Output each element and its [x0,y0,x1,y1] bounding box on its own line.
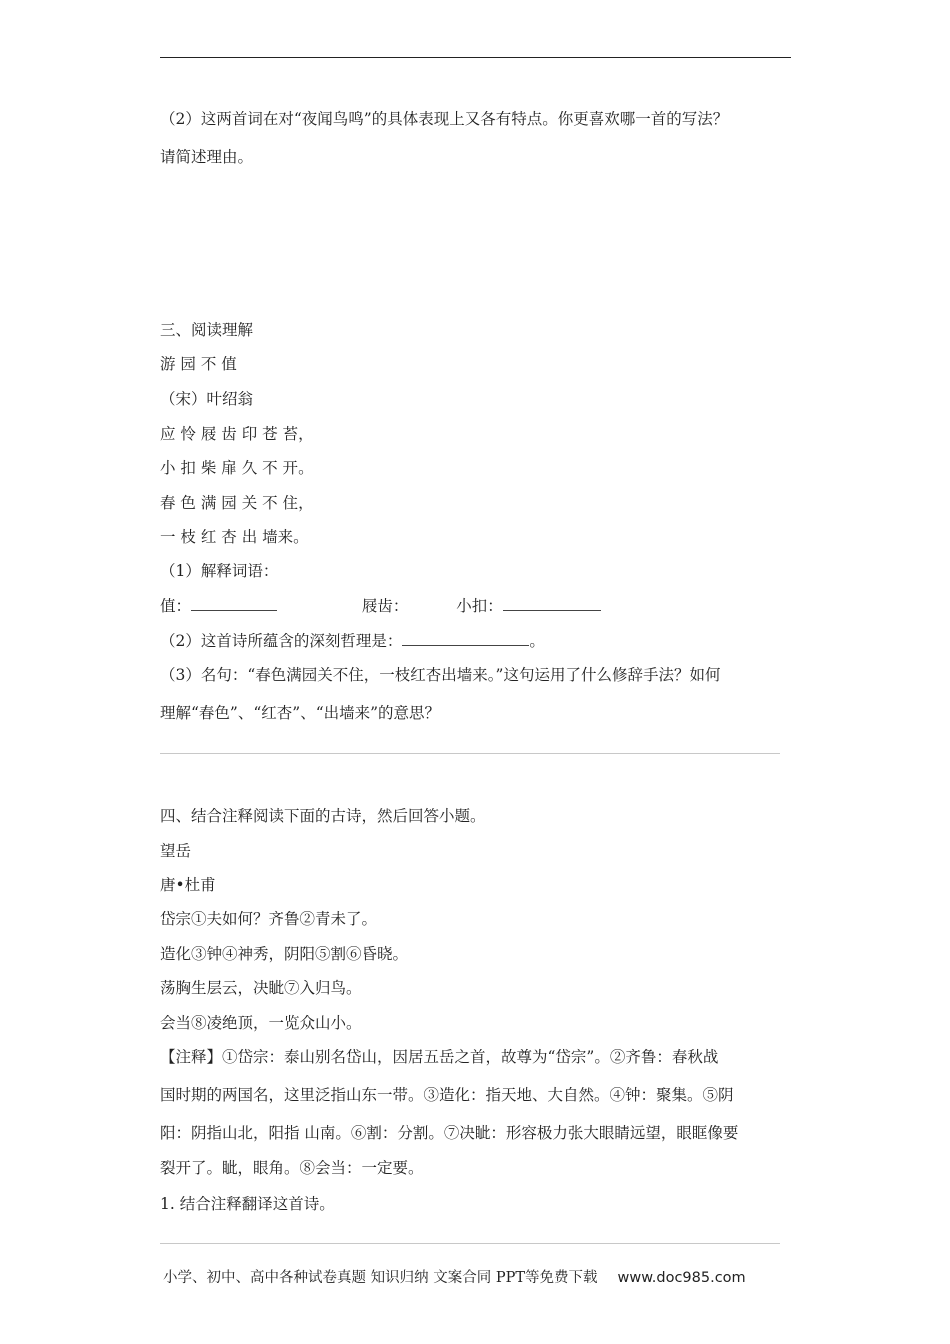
footer-text: 小学、初中、高中各种试卷真题 知识归纳 文案合同 PPT等免费下载 [163,1270,598,1286]
question-2-end: 。 [529,632,545,650]
poem-title: 游 园 不 值 [160,355,237,373]
section-4-question-1: 1. 结合注释翻译这首诗。 [160,1195,335,1213]
question-2-line-2: 请简述理由。 [160,148,254,166]
section-3-question-2 [160,631,545,651]
term-xiaokou-label: 小扣： [456,597,503,615]
answer-line[interactable] [160,753,780,754]
question-2-text: （2）这首诗所蕴含的深刻哲理是： [160,632,403,650]
notes-line: 国时期的两国名，这里泛指山东一带。③造化：指天地、大自然。④钟：聚集。⑤阴 [160,1086,734,1104]
notes-line: 裂开了。眦，眼角。⑧会当：一定要。 [160,1159,424,1177]
poem-line: 造化③钟④神秀，阴阳⑤割⑥昏晓。 [160,945,409,963]
notes-line: 阳：阴指山北，阳指 山南。⑥割：分割。⑦决眦：形容极力张大眼睛远望，眼眶像要 [160,1124,739,1142]
poem-line: 应 怜 屐 齿 印 苍 苔， [160,425,314,443]
poem-line: 会当⑧凌绝顶，一览众山小。 [160,1014,362,1032]
section-3-heading: 三、阅读理解 [160,321,254,339]
poem-title: 望岳 [160,842,192,860]
poem-line: 一 枝 红 杏 出 墙来。 [160,528,309,546]
section-3-question-1: （1）解释词语： [160,562,279,580]
poem-author: （宋）叶绍翁 [160,390,254,408]
answer-blank-philosophy[interactable] [402,631,529,646]
poem-line: 荡胸生层云，决眦⑦入归鸟。 [160,979,362,997]
question-2-line-1: （2）这两首词在对“夜闻鸟鸣”的具体表现上又各有特点。你更喜欢哪一首的写法？ [160,110,729,128]
poem-line: 小 扣 柴 扉 久 不 开。 [160,459,314,477]
notes-line: 【注释】①岱宗：泰山别名岱山，因居五岳之首，故尊为“岱宗”。②齐鲁：春秋战 [160,1048,719,1066]
footer [163,1266,746,1287]
poem-line: 春 色 满 园 关 不 住， [160,494,314,512]
answer-blank-xiaokou[interactable] [503,596,601,611]
poem-author: 唐•杜甫 [160,876,216,894]
answer-blank-zhi[interactable] [191,596,277,611]
term-jichi-label: 屐齿： [361,597,409,615]
footer-link[interactable]: www.doc985.com [617,1270,746,1286]
vocab-row [160,596,601,616]
term-zhi-label: 值： [160,597,192,615]
section-3-question-3-line-2: 理解“春色”、“红杏”、“出墙来”的意思？ [160,704,441,722]
section-4-heading: 四、结合注释阅读下面的古诗，然后回答小题。 [160,807,486,825]
poem-line: 岱宗①夫如何？齐鲁②青未了。 [160,910,378,928]
section-3-question-3-line-1: （3）名句：“春色满园关不住，一枝红杏出墙来。”这句运用了什么修辞手法？如何 [160,666,721,684]
header-rule [160,57,791,58]
answer-line[interactable] [160,1243,780,1244]
